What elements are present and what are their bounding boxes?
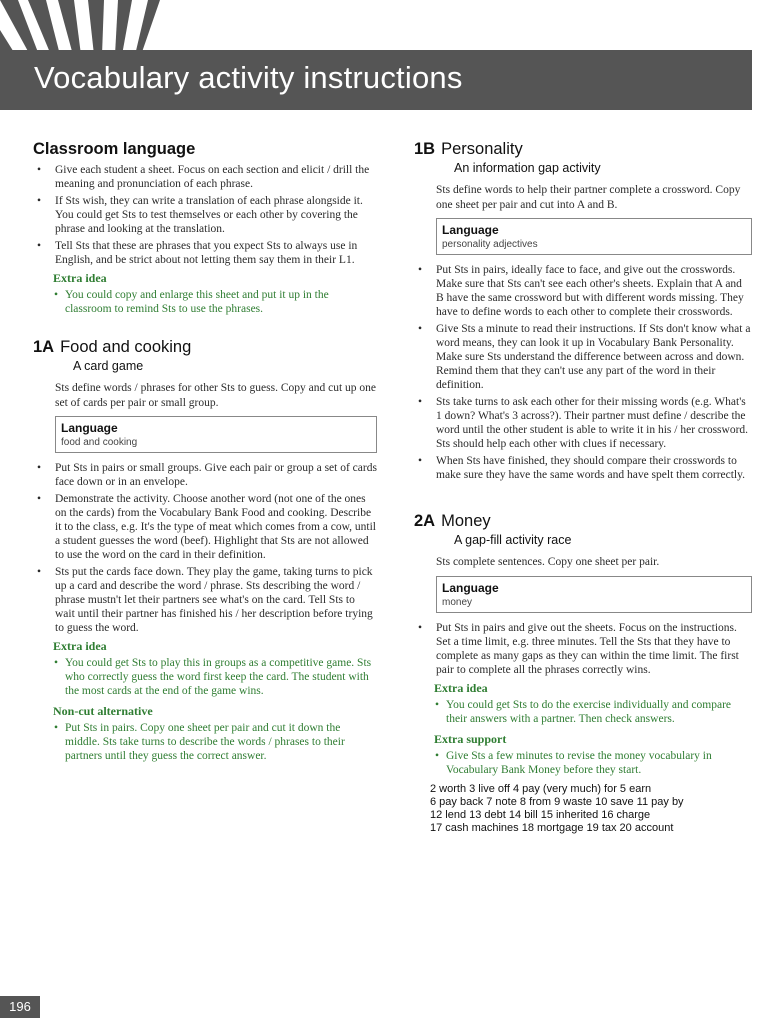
classroom-language-heading: Classroom language: [33, 140, 196, 158]
extra-support-label: Extra support: [434, 731, 507, 746]
section-subtitle: An information gap activity: [454, 161, 601, 175]
answer-line: 17 cash machines 18 mortgage 19 tax 20 account: [430, 821, 674, 834]
right-column: [414, 140, 752, 835]
section-2a: [414, 512, 752, 835]
answer-line: 12 lend 13 debt 14 bill 15 inherited 16 charge: [430, 808, 651, 821]
non-cut-label: Non-cut alternative: [53, 704, 153, 718]
section-bullets: [33, 461, 377, 635]
list-item: • Give Sts a few minutes to revise the money vocabulary in Vocabulary Bank Money before they start.: [414, 749, 752, 777]
language-label: Language: [442, 223, 499, 237]
non-cut-list: [33, 721, 377, 763]
list-item: • You could copy and enlarge this sheet and put it up in the classroom to remind Sts to use the phrases.: [33, 288, 377, 316]
list-item: • Sts put the cards face down. They play the game, taking turns to pick up a card and describe the word / phrase. Sts describing the word / phrase mustn't let their partners see what's on the card. Tell Sts to wait until their partner has finished his / her description before trying to guess the word.: [33, 565, 377, 635]
answer-line: 6 pay back 7 note 8 from 9 waste 10 save 11 pay by: [430, 795, 684, 808]
list-item: • Demonstrate the activity. Choose another word (not one of the ones on the cards) from the Vocabulary Bank Food and cooking. Describe it to the class, e.g. It's the type of meat which comes from a cow, until a student guesses the word (beef). Highlight that Sts are not allowed to use the word on the card in their definition.: [33, 492, 377, 562]
classroom-bullets: [33, 163, 377, 267]
list-item: • You could get Sts to play this in groups as a competitive game. Sts who correctly guess the word first keep the card. The student with the most cards at the end of the game wins.: [33, 656, 377, 698]
section-number: 1B: [414, 140, 436, 158]
list-item: • Put Sts in pairs. Copy one sheet per pair and cut it down the middle. Sts take turns to describe the words / phrases to their partners until they guess the correct answer.: [33, 721, 377, 763]
section-title: Money: [441, 512, 491, 530]
extra-idea-list: [33, 288, 377, 316]
section-title: Food and cooking: [60, 338, 192, 356]
list-item: • Sts take turns to ask each other for their missing words (e.g. What's 1 down? What's 3 across?). Their partner must define / describe the word until the other student is able to write it in his / her crossword. Sts should help each other with clues if necessary.: [414, 395, 752, 451]
section-number: 1A: [33, 338, 55, 356]
page-number: 196: [0, 996, 40, 1018]
extra-support-list: [414, 749, 752, 777]
list-item: • Put Sts in pairs or small groups. Give each pair or group a set of cards face down or in an envelope.: [33, 461, 377, 489]
list-item: • Give each student a sheet. Focus on each section and elicit / drill the meaning and pronunciation of each phrase.: [33, 163, 377, 191]
section-1a: [33, 338, 377, 763]
list-item: • Put Sts in pairs and give out the sheets. Focus on the instructions. Set a time limit, e.g. three minutes. Tell the Sts that they have to complete as many gaps as they can within the time limit. The first pair to complete all the phrases correctly wins.: [414, 621, 752, 677]
section-title: Personality: [441, 140, 523, 158]
section-intro: Sts complete sentences. Copy one sheet per pair.: [436, 556, 660, 568]
page-title: Vocabulary activity instructions: [34, 60, 463, 95]
section-intro: Sts define words to help their partner complete a crossword. Copy one sheet per pair and cut into A and B.: [436, 184, 741, 211]
language-box: [55, 416, 377, 453]
extra-idea-label: Extra idea: [53, 639, 107, 653]
answer-key: [430, 783, 752, 835]
language-value: personality adjectives: [442, 239, 538, 250]
section-bullets: [414, 263, 752, 482]
language-value: money: [442, 596, 473, 608]
language-box: [436, 576, 752, 613]
language-box: [436, 218, 752, 255]
list-item: • If Sts wish, they can write a translation of each phrase alongside it. You could get Sts to test themselves or each other by covering the phrase and looking at the translation.: [33, 194, 377, 236]
section-bullets: [414, 621, 752, 677]
language-value: food and cooking: [61, 437, 138, 448]
section-heading: [414, 140, 752, 159]
section-heading: [414, 512, 752, 531]
list-item: • Give Sts a minute to read their instructions. If Sts don't know what a word means, they can look it up in Vocabulary Bank Personality. Make sure Sts understand the difference between across and down. Remind them that they can't use any part of the word in their definition.: [414, 322, 752, 392]
title-banner: [0, 50, 752, 110]
section-intro: Sts define words / phrases for other Sts to guess. Copy and cut up one set of cards per pair or small group.: [55, 382, 377, 409]
list-item: • You could get Sts to do the exercise individually and compare their answers with a partner. Then check answers.: [414, 698, 752, 726]
extra-idea-list: [33, 656, 377, 698]
list-item: • Tell Sts that these are phrases that you expect Sts to always use in English, and be strict about not letting them say them in their L1.: [33, 239, 377, 267]
extra-idea-label: Extra idea: [53, 271, 107, 285]
section-heading: [33, 338, 377, 357]
section-number: 2A: [414, 512, 436, 530]
list-item: • Put Sts in pairs, ideally face to face, and give out the crosswords. Make sure that Sts can't see each other's sheets. Explain that A and B have the same crossword but with different words missing. They have to define words to each other to complete their crosswords.: [414, 263, 752, 319]
extra-idea-label: Extra idea: [434, 680, 488, 695]
language-label: Language: [61, 421, 118, 435]
section-subtitle: A card game: [73, 359, 144, 373]
extra-idea-list: [414, 698, 752, 726]
list-item: • When Sts have finished, they should compare their crosswords to make sure they have the same words and have spelt them correctly.: [414, 454, 752, 482]
answer-line: 2 worth 3 live off 4 pay (very much) for 5 earn: [430, 782, 652, 795]
section-1b: [414, 140, 752, 482]
left-column: [33, 140, 377, 769]
language-label: Language: [442, 580, 499, 595]
section-subtitle: A gap-fill activity race: [454, 533, 572, 547]
